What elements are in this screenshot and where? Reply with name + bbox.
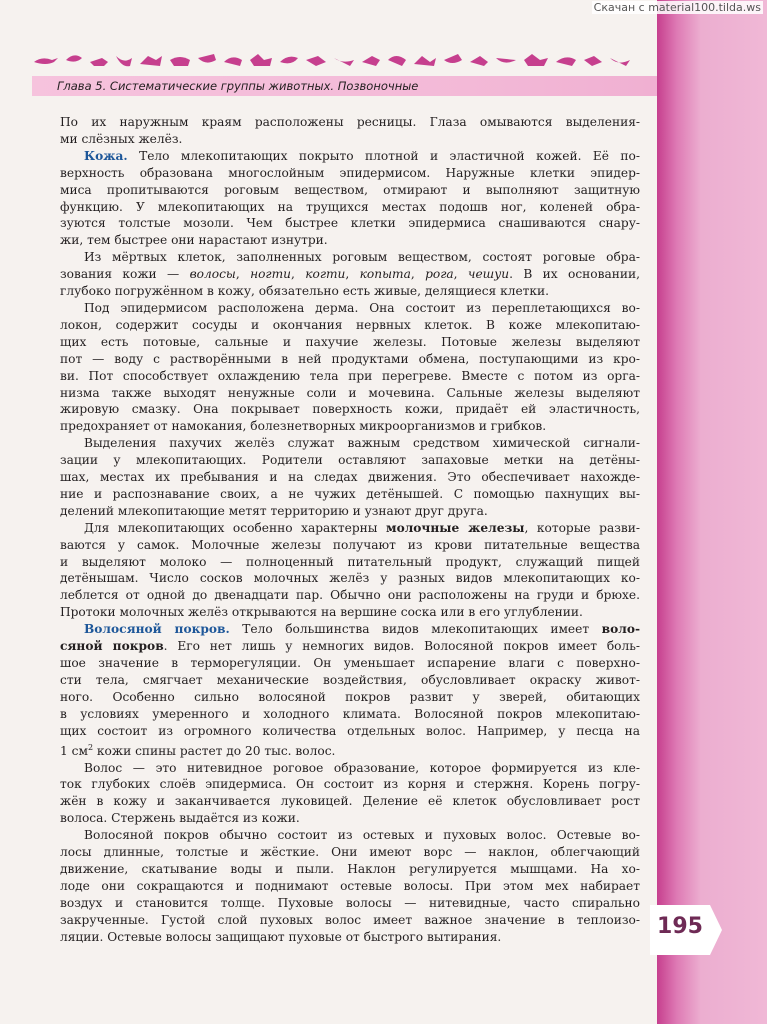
chapter-header: Глава 5. Систематические группы животных. Позвоночные [32, 76, 657, 96]
text-line: глубоко погружённом в кожу, обязательно есть живые, делящиеся клетки. [60, 284, 550, 299]
text-line: ток глубоких слоёв эпидермиса. Он состоит из корня и стержня. Корень погру- [60, 777, 640, 792]
text-line: воздух и становится толще. Пуховые волосы — нитевидные, часто спирально [60, 895, 640, 910]
text-line: волоса. Стержень выдаётся из кожи. [60, 811, 300, 826]
text-line: детёнышам. Число сосков молочных желёз у разных видов млекопитающих ко- [60, 571, 640, 586]
animal-silhouettes-icon [32, 48, 632, 72]
text-line: Волосяной покров. Тело большинства видов млекопитающих имеет воло- [84, 622, 641, 637]
text-line: Протоки молочных желёз открываются на вершине соска или в его углублении. [60, 605, 583, 620]
text-line: жировую смазку. Она покрывает поверхность кожи, придаёт ей эластичность, [60, 402, 640, 417]
text-line: Для млекопитающих особенно характерны молочные железы, которые разви- [84, 520, 640, 535]
text-line: движение, скатывание воды и пыли. Наклон регулируется мышцами. На хо- [60, 861, 640, 876]
text-line: жи, тем быстрее они нарастают изнутри. [60, 233, 328, 248]
body-text [60, 114, 640, 945]
section-heading-volosyanoy: Волосяной покров. [84, 622, 230, 637]
text-line: Волос — это нитевидное роговое образование, которое формируется из кле- [84, 760, 640, 775]
text-line: Из мёртвых клеток, заполненных роговым веществом, состоят роговые обра- [84, 250, 640, 265]
text-line: ваются у самок. Молочные железы получают из крови питательные вещества [60, 537, 640, 552]
text-line: зуются толстые мозоли. Чем быстрее клетки эпидермиса снашиваются снару- [60, 216, 640, 231]
text-line: верхность образована многослойным эпидермисом. Наружные клетки эпидер- [60, 165, 640, 180]
text-line: зования кожи — волосы, ногти, когти, копыта, рога, чешуи. В их основании, [60, 267, 640, 282]
text-line: По их наружным краям расположены ресницы. Глаза омываются выделения- [60, 115, 640, 129]
text-line: ляции. Остевые волосы защищают пуховые от быстрого вытирания. [60, 929, 502, 944]
text-line: ние и распознавание своих, а не чужих детёнышей. С помощью пахнущих вы- [60, 486, 640, 501]
term-molochnye-zhelezy: молочные железы [385, 520, 525, 535]
text-line: жён в кожу и заканчивается луковицей. Деление её клеток обусловливает рост [60, 794, 640, 809]
page-number: 195 [657, 914, 703, 939]
text-line: сяной покров. Его нет лишь у немногих видов. Волосяной покров имеет боль- [60, 639, 640, 654]
text-line: ного. Особенно сильно волосяной покров развит у зверей, обитающих [60, 689, 640, 704]
text-line: в условиях умеренного и холодного климата. Волосяной покров млекопитаю- [60, 706, 640, 721]
text-line: низма также выходят ненужные соли и мочевина. Сальные железы выделяют [60, 385, 640, 400]
text-line: ви. Пот способствует охлаждению тела при перегреве. Вместе с потом из орга- [60, 368, 640, 383]
text-line: щих состоит из огромного количества отдельных волос. Например, у песца на [60, 723, 640, 738]
text-line: лосы длинные, толстые и жёсткие. Они имеют ворс — наклон, облегчающий [60, 845, 640, 860]
text-line: щих есть потовые, сальные и пахучие железы. Потовые железы выделяют [60, 334, 640, 349]
section-heading-kozha: Кожа. [84, 148, 128, 163]
text-line: ми слёзных желёз. [60, 131, 183, 146]
text-line: делений млекопитающие метят территорию и узнают друг друга. [60, 503, 488, 518]
text-line: пот — воду с растворёнными в ней продуктами обмена, поступающими из кро- [60, 351, 640, 366]
text-line: шое значение в терморегуляции. Он уменьшает испарение влаги с поверхно- [60, 656, 640, 670]
text-line: шах, местах их пребывания и на следах движения. Это обеспечивает нахожде- [60, 470, 640, 485]
text-line: Под эпидермисом расположена дерма. Она состоит из переплетающихся во- [84, 300, 640, 315]
text-line: зации у млекопитающих. Родители оставляют запаховые метки на детёны- [60, 453, 640, 468]
text-line: предохраняет от намокания, болезнетворных микроорганизмов и грибков. [60, 419, 547, 434]
page-edge-band [657, 0, 767, 1024]
text-line: 1 $см^2$ кожи спины растет до 20 тыс. волос. [60, 742, 336, 758]
text-line: леблется от одной до двенадцати пар. Обычно они расположены на груди и брюхе. [60, 588, 640, 603]
text-line: закрученные. Густой слой пуховых волос имеет важное значение в теплоизо- [60, 912, 640, 927]
text-line: сти тела, смягчает механические воздействия, обусловливает окраску живот- [60, 672, 640, 687]
text-line: лоде они сокращаются и поднимают остевые волосы. При этом мех набирает [60, 878, 640, 893]
text-line: локон, содержит сосуды и окончания нервных клеток. В коже млекопитаю- [60, 317, 640, 332]
text-line: функцию. У млекопитающих на трущихся местах подошв ног, коленей обра- [60, 199, 640, 214]
text-line: Выделения пахучих желёз служат важным средством химической сигнали- [84, 436, 640, 451]
text-line: Волосяной покров обычно состоит из остевых и пуховых волос. Остевые во- [84, 828, 640, 843]
text-line: миса пропитываются роговым веществом, отмирают и выполняют защитную [60, 182, 640, 197]
text-line: Кожа. Тело млекопитающих покрыто плотной и эластичной кожей. Её по- [84, 148, 640, 163]
text-line: и выделяют молоко — полноценный питательный продукт, служащий пищей [60, 554, 640, 569]
watermark: Скачан с material100.tilda.ws [593, 1, 761, 14]
term-volosyanoy-pokrov: сяной покров [60, 639, 164, 654]
